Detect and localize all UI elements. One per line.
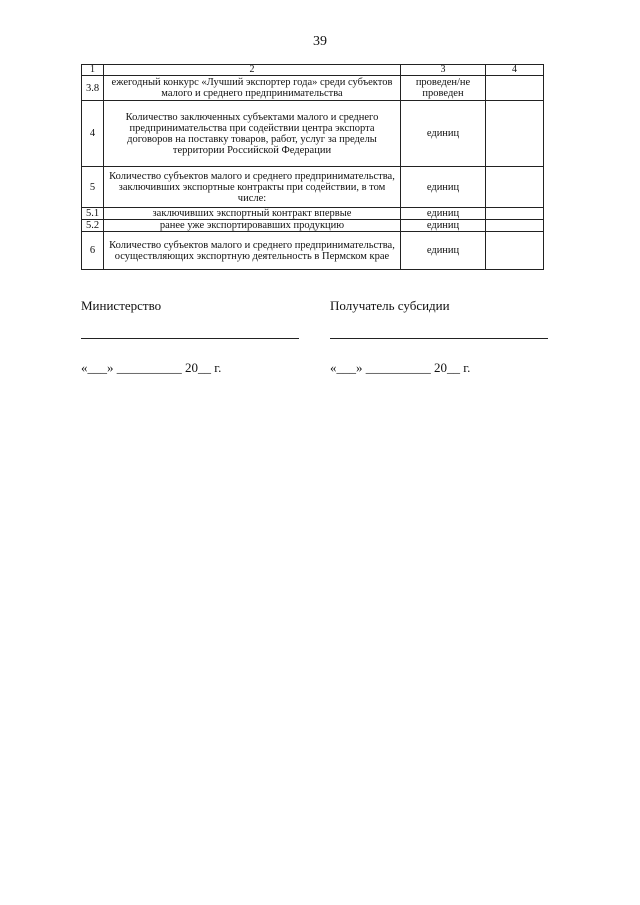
recipient-title: Получатель субсидии (330, 298, 450, 313)
table-row (82, 220, 544, 232)
table-row (82, 167, 544, 208)
table-row (82, 101, 544, 167)
row-value (486, 167, 544, 208)
row-unit: единиц (401, 167, 486, 208)
row-number: 5.1 (82, 208, 104, 220)
page-number: 39 (313, 34, 327, 49)
row-unit: проведен/не проведен (401, 76, 486, 101)
header-cell: 3 (401, 65, 486, 76)
row-unit: единиц (401, 232, 486, 270)
table-row (82, 208, 544, 220)
recipient-date: «___» __________ 20__ г. (330, 360, 471, 375)
header-cell: 4 (486, 65, 544, 76)
row-name: Количество субъектов малого и среднего предпринимательства, заключивших экспортные контракты при содействии, в том числе: (104, 167, 401, 208)
row-name: Количество субъектов малого и среднего предпринимательства, осуществляющих экспортную деятельность в Пермском крае (104, 232, 401, 270)
row-unit: единиц (401, 208, 486, 220)
row-unit: единиц (401, 220, 486, 232)
row-value (486, 76, 544, 101)
row-name: Количество заключенных субъектами малого и среднего предпринимательства при содействии центра экспорта договоров на поставку товаров, работ, услуг за пределы территории Российской Федерации (104, 101, 401, 167)
header-cell: 1 (82, 65, 104, 76)
row-value (486, 220, 544, 232)
row-name: ежегодный конкурс «Лучший экспортер года» среди субъектов малого и среднего предпринимательства (104, 76, 401, 101)
table-row (82, 232, 544, 270)
recipient-signature-line (330, 338, 548, 339)
row-number: 4 (82, 101, 104, 167)
row-value (486, 208, 544, 220)
ministry-title: Министерство (81, 298, 162, 313)
table-row (82, 76, 544, 101)
row-number: 5 (82, 167, 104, 208)
row-number: 5.2 (82, 220, 104, 232)
ministry-date: «___» __________ 20__ г. (81, 360, 222, 375)
header-cell: 2 (104, 65, 401, 76)
row-number: 3.8 (82, 76, 104, 101)
row-name: ранее уже экспортировавших продукцию (104, 220, 401, 232)
indicators-table (81, 64, 544, 270)
ministry-signature-line (81, 338, 299, 339)
table-header-row (82, 65, 544, 76)
row-name: заключивших экспортный контракт впервые (104, 208, 401, 220)
row-number: 6 (82, 232, 104, 270)
row-unit: единиц (401, 101, 486, 167)
row-value (486, 101, 544, 167)
row-value (486, 232, 544, 270)
